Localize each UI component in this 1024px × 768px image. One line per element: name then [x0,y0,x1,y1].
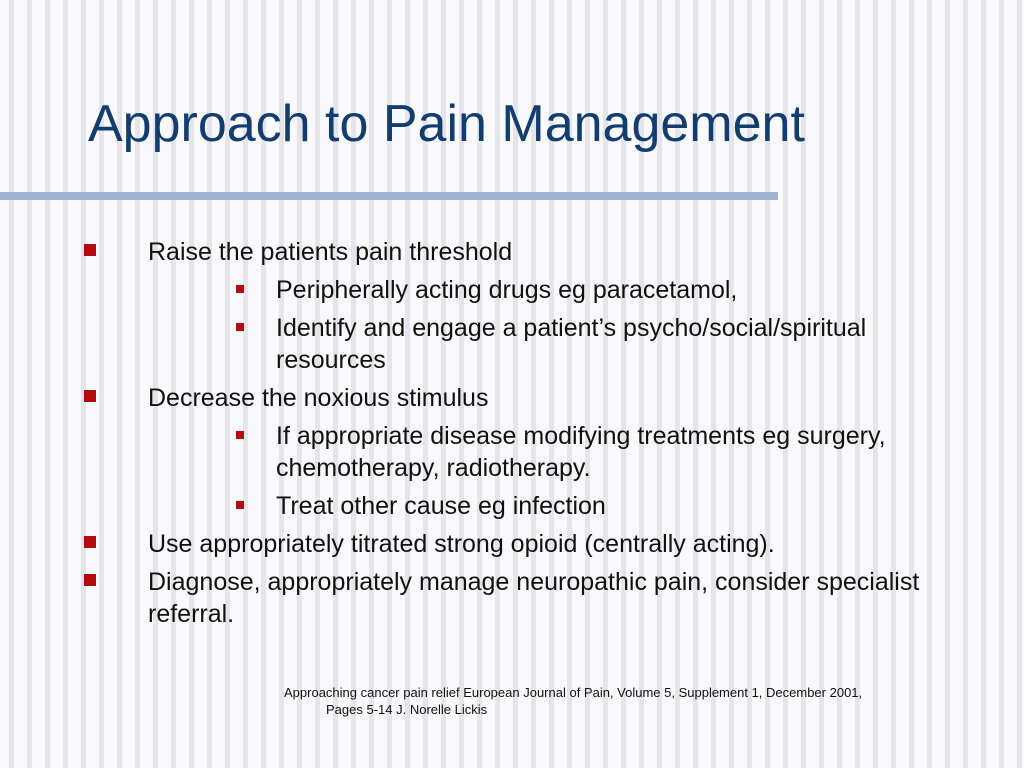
citation-line-2: Pages 5-14 J. Norelle Lickis [326,702,488,717]
square-bullet-icon [84,574,96,586]
bullet-text: Raise the patients pain threshold [148,238,513,266]
citation-line-1: Approaching cancer pain relief European Journal of Pain, Volume 5, Supplement 1, December 2001, [284,685,863,700]
bullet-neuropathic-pain [0,566,928,630]
small-square-bullet-icon [236,323,244,331]
square-bullet-icon [84,390,96,402]
small-square-bullet-icon [236,285,244,293]
sub-bullet-treat-infection [0,490,896,522]
sub-bullet-peripheral-drugs [0,274,896,306]
bullet-raise-threshold [0,236,928,268]
bullet-strong-opioid [0,528,928,560]
sub-bullet-patient-resources [0,312,896,376]
small-square-bullet-icon [236,431,244,439]
sub-bullet-text: Treat other cause eg infection [276,492,606,520]
square-bullet-icon [84,244,96,256]
title-divider [0,192,778,200]
slide-title: Approach to Pain Management [88,95,805,153]
small-square-bullet-icon [236,501,244,509]
bullet-text: Use appropriately titrated strong opioid (centrally acting). [148,530,775,558]
sub-bullet-text: If appropriate disease modifying treatments eg surgery, chemotherapy, radiotherapy. [276,422,886,482]
slide-body [0,236,1024,636]
sub-bullet-disease-modifying [0,420,896,484]
sub-bullet-text: Peripherally acting drugs eg paracetamol, [276,276,738,304]
bullet-text: Decrease the noxious stimulus [148,384,489,412]
bullet-text: Diagnose, appropriately manage neuropathic pain, consider specialist referral. [148,568,920,628]
citation [284,684,944,718]
sub-bullet-text: Identify and engage a patient’s psycho/social/spiritual resources [276,314,867,374]
bullet-decrease-stimulus [0,382,928,414]
square-bullet-icon [84,536,96,548]
